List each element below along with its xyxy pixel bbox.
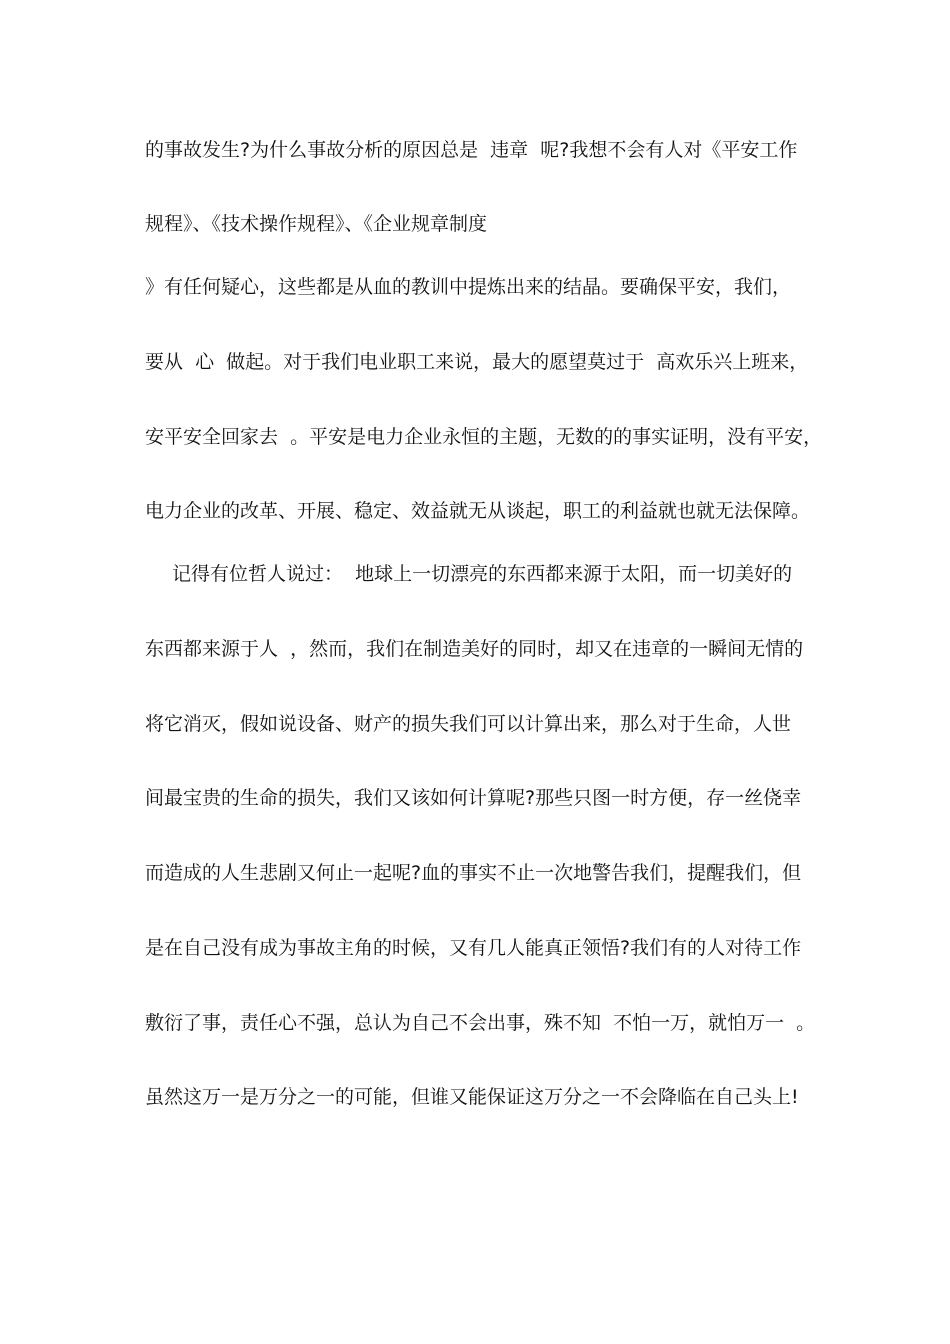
text-line-3: 》有任何疑心，这些都是从血的教训中提炼出来的结晶。要确保平安，我们， xyxy=(145,276,792,298)
text-line-2: 规程》、《技术操作规程》、《企业规章制度 xyxy=(145,213,488,235)
text-line-11: 而造成的人生悲剧又何止一起呢?血的事实不止一次地警告我们，提醒我们，但 xyxy=(145,862,802,884)
text-line-1: 的事故发生?为什么事故分析的原因总是 违章 呢?我想不会有人对《平安工作 xyxy=(145,139,798,161)
text-line-4: 要从 心 做起。对于我们电业职工来说，最大的愿望莫过于 高欢乐兴上班来， xyxy=(145,351,809,373)
text-line-8: 东西都来源于人 ，然而，我们在制造美好的同时，却又在违章的一瞬间无情的 xyxy=(145,638,804,660)
text-line-10: 间最宝贵的生命的损失，我们又该如何计算呢?那些只图一时方便，存一丝侥幸 xyxy=(145,787,802,809)
text-line-12: 是在自己没有成为事故主角的时候，又有几人能真正领悟?我们有的人对待工作 xyxy=(145,937,802,959)
text-line-7: 记得有位哲人说过： 地球上一切漂亮的东西都来源于太阳，而一切美好的 xyxy=(172,563,793,585)
text-line-14: 虽然这万一是万分之一的可能，但谁又能保证这万分之一不会降临在自己头上! xyxy=(145,1086,799,1108)
text-line-5: 安平安全回家去 。平安是电力企业永恒的主题，无数的的事实证明，没有平安， xyxy=(145,426,823,448)
text-line-9: 将它消灭，假如说设备、财产的损失我们可以计算出来，那么对于生命，人世 xyxy=(145,713,792,735)
text-line-13: 敷衍了事，责任心不强，总认为自己不会出事，殊不知 不怕一万，就怕万一 。 xyxy=(145,1012,816,1034)
text-line-6: 电力企业的改革、开展、稳定、效益就无从谈起，职工的利益就也就无法保障。 xyxy=(145,500,811,522)
